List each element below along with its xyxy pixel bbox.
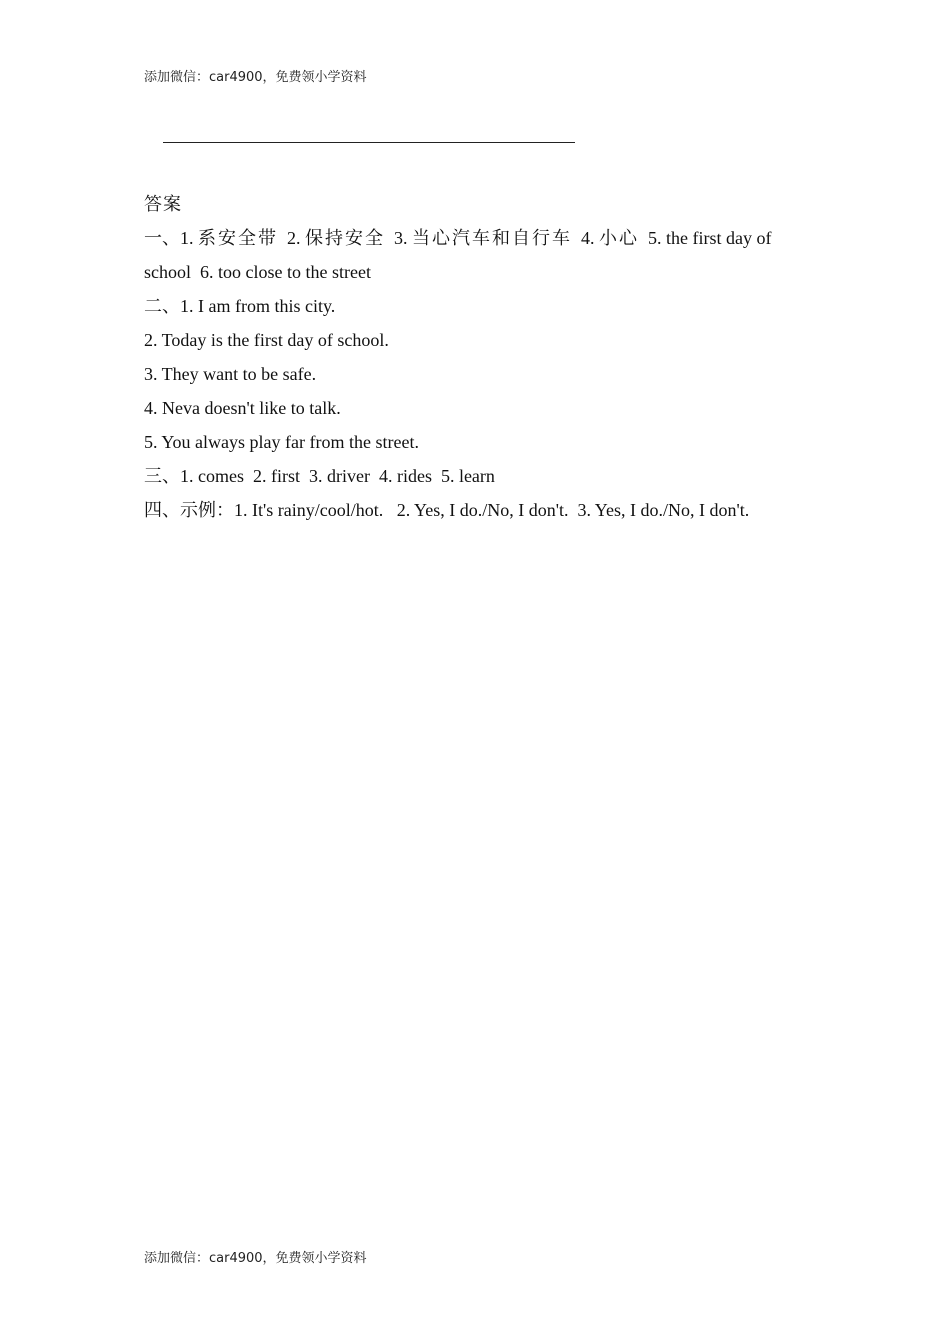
page-header: 添加微信：car4900，免费领小学资料 [144, 70, 367, 85]
answer-2-number: 2. [278, 228, 305, 248]
section-2-line-1: 二、1. I am from this city. [144, 296, 336, 316]
answer-4-number: 4. [572, 228, 599, 248]
page-footer: 添加微信：car4900，免费领小学资料 [144, 1251, 367, 1266]
answer-3-text: 当心汽车和自行车 [412, 228, 572, 248]
answer-3-number: 3. [385, 228, 412, 248]
section-1-line-1 [144, 221, 814, 255]
section-1-line-2: school 6. too close to the street [144, 262, 371, 282]
section-3-line-1: 三、1. comes 2. first 3. driver 4. rides 5. learn [144, 466, 495, 486]
section-2-line-3: 3. They want to be safe. [144, 364, 317, 384]
answer-4-text: 小心 [599, 228, 639, 248]
answer-5-text: 5. the first day of [639, 228, 772, 248]
section-1-prefix: 一、 [144, 228, 180, 248]
answer-2-text: 保持安全 [305, 228, 385, 248]
section-4-line-1: 四、示例：1. It's rainy/cool/hot. 2. Yes, I do./No, I don't. 3. Yes, I do./No, I don't. [144, 500, 750, 520]
section-2-line-2: 2. Today is the first day of school. [144, 330, 389, 350]
answer-1-text: 系安全带 [198, 228, 278, 248]
answer-title: 答案 [144, 194, 182, 214]
section-2-line-4: 4. Neva doesn't like to talk. [144, 398, 341, 418]
section-2-line-5: 5. You always play far from the street. [144, 432, 419, 452]
answer-1-number: 1. [180, 228, 198, 248]
answer-section [144, 187, 814, 527]
answer-blank-line [163, 142, 575, 143]
